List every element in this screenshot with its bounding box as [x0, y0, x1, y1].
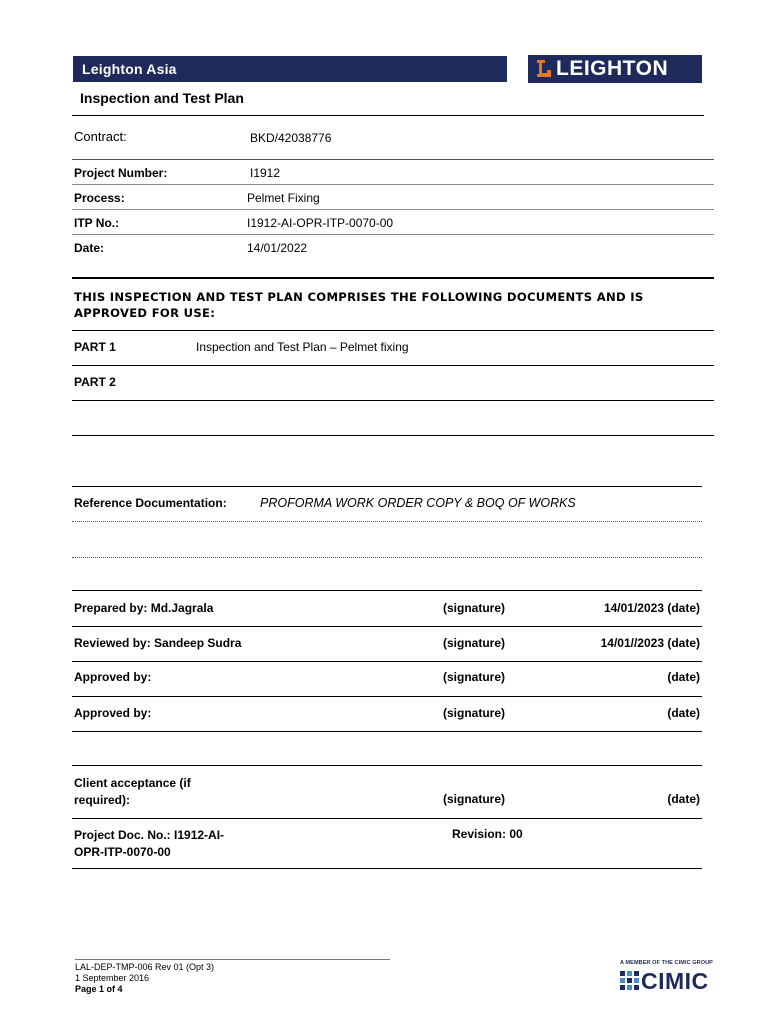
documents-heading-line2: APPROVED FOR USE: — [74, 306, 216, 320]
divider — [72, 818, 702, 819]
dotted-divider — [72, 521, 702, 522]
project-doc-number — [74, 827, 224, 861]
template-date: 1 September 2016 — [75, 973, 150, 983]
client-acceptance-line2: required): — [74, 793, 131, 807]
part2-label: PART 2 — [74, 375, 116, 389]
project-doc-line2: OPR-ITP-0070-00 — [74, 845, 171, 859]
divider — [72, 435, 714, 436]
divider — [72, 365, 714, 366]
approved-by-1: Approved by: — [74, 670, 152, 684]
reviewed-by: Reviewed by: Sandeep Sudra — [74, 636, 242, 650]
revision: Revision: 00 — [452, 827, 523, 841]
cimic-wordmark: CIMIC — [641, 968, 709, 994]
divider — [72, 661, 702, 662]
client-acceptance-line1: Client acceptance (if — [74, 776, 191, 790]
divider — [72, 159, 714, 160]
company-name: Leighton Asia — [82, 61, 177, 77]
divider — [72, 765, 702, 766]
divider — [72, 330, 714, 331]
cimic-member-text: A MEMBER OF THE CIMIC GROUP — [620, 960, 713, 966]
prepared-date: 14/01/2023 (date) — [603, 601, 700, 615]
reference-label: Reference Documentation: — [74, 496, 227, 510]
client-signature: (signature) — [443, 792, 506, 806]
divider — [72, 731, 702, 732]
prepared-by: Prepared by: Md.Jagrala — [74, 601, 214, 615]
divider — [72, 696, 702, 697]
divider — [72, 115, 704, 116]
itp-value: I1912-AI-OPR-ITP-0070-00 — [247, 216, 394, 230]
divider — [72, 868, 702, 869]
leighton-logo — [528, 55, 702, 83]
project-number-label: Project Number: — [74, 166, 168, 180]
divider — [72, 626, 702, 627]
approved-by-2: Approved by: — [74, 706, 152, 720]
footer-info — [75, 962, 214, 995]
reference-value: PROFORMA WORK ORDER COPY & BOQ OF WORKS — [260, 496, 576, 510]
client-acceptance — [74, 775, 191, 809]
template-reference: LAL-DEP-TMP-006 Rev 01 (Opt 3) — [75, 962, 215, 972]
approved-2-signature: (signature) — [443, 706, 506, 720]
client-date: (date) — [667, 792, 700, 806]
divider — [72, 400, 714, 401]
date-value: 14/01/2022 — [247, 241, 308, 255]
cimic-logo — [617, 958, 725, 998]
company-banner — [73, 56, 507, 82]
part1-label: PART 1 — [74, 340, 116, 354]
dotted-divider — [72, 557, 702, 558]
document-title: Inspection and Test Plan — [80, 90, 244, 106]
footer-rule — [75, 959, 390, 960]
page-number: Page 1 of 4 — [75, 984, 123, 994]
divider — [72, 486, 702, 487]
contract-value: BKD/42038776 — [250, 131, 332, 145]
divider — [72, 209, 714, 210]
documents-heading-line1: THIS INSPECTION AND TEST PLAN COMPRISES THE FOLLOWING DOCUMENTS AND IS — [74, 290, 644, 304]
divider — [72, 590, 702, 591]
documents-heading — [74, 289, 644, 321]
approved-1-signature: (signature) — [443, 670, 506, 684]
logo-wordmark: LEIGHTON — [556, 57, 669, 80]
divider — [72, 234, 714, 235]
project-number-value: I1912 — [250, 166, 281, 180]
approved-2-date: (date) — [667, 706, 700, 720]
process-label: Process: — [74, 191, 125, 205]
section-divider — [72, 277, 714, 279]
process-value: Pelmet Fixing — [247, 191, 320, 205]
project-doc-line1: Project Doc. No.: I1912-AI- — [74, 828, 225, 842]
cimic-grid-icon — [620, 971, 639, 990]
reviewed-signature: (signature) — [443, 636, 506, 650]
part1-value: Inspection and Test Plan – Pelmet fixing — [196, 340, 409, 354]
itp-label: ITP No.: — [74, 216, 120, 230]
date-label: Date: — [74, 241, 105, 255]
reviewed-date: 14/01//2023 (date) — [600, 636, 700, 650]
contract-label: Contract: — [74, 129, 127, 144]
leighton-logo-mark-icon — [535, 59, 553, 79]
prepared-signature: (signature) — [443, 601, 506, 615]
divider — [72, 184, 714, 185]
approved-1-date: (date) — [667, 670, 700, 684]
